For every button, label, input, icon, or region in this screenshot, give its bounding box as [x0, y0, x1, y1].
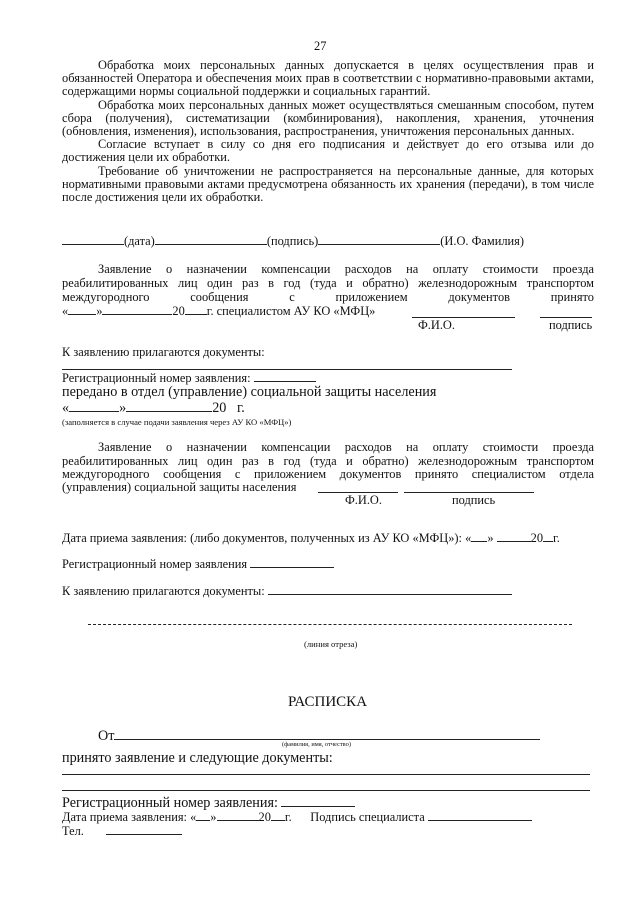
dept-day-blank[interactable]: [471, 531, 487, 542]
receipt-fio-blank[interactable]: [114, 727, 540, 740]
receipt-from-label: От: [98, 728, 115, 744]
receipt-title: РАСПИСКА: [288, 694, 368, 710]
consent-paragraph-3: Согласие вступает в силу со дня его подписания и действует до его отзыва или до достижения цели их обработки.: [62, 137, 594, 165]
receipt-phone-label: Тел.: [62, 824, 84, 838]
receipt-fio-caption: (фамилия, имя, отчество): [282, 741, 351, 748]
receipt-day-blank[interactable]: [196, 810, 210, 821]
dept-statement-line-3: междугородного сообщения с приложением документов принято специалистом отдела: [62, 467, 594, 481]
mfc-date-line: « » 20 г. специалистом АУ КО «МФЦ»: [62, 304, 376, 318]
consent-paragraph-2: Обработка моих персональных данных может осуществляться смешанным способом, путем сбора (получения), систематизации (комбинирования), накопления, хранения, уточнения (обновления, изменения), использования, распространения, уничтожения персональных данных.: [62, 97, 594, 139]
mfc-attached-label: К заявлению прилагаются документы:: [62, 345, 265, 359]
mfc-note: (заполняется в случае подачи заявления через АУ КО «МФЦ»): [62, 417, 292, 427]
mfc-statement-line-3: междугородного сообщения с приложением документов принято: [62, 290, 594, 304]
receipt-year-blank[interactable]: [271, 810, 285, 821]
receipt-signature-label: Подпись специалиста: [310, 810, 425, 824]
mfc-month-blank[interactable]: [102, 304, 172, 315]
dept-reg-label: Регистрационный номер заявления: [62, 557, 248, 571]
date-blank[interactable]: [62, 234, 124, 245]
page-number: 27: [314, 39, 327, 53]
mfc-sign-label: подпись: [549, 318, 593, 332]
mfc-reg-line: [62, 371, 316, 385]
transfer-month-blank[interactable]: [126, 401, 212, 412]
receipt-month-blank[interactable]: [217, 810, 259, 821]
dept-fio-label: Ф.И.О.: [345, 493, 382, 507]
receipt-reg-line: [62, 794, 355, 811]
receipt-docs-line-2[interactable]: [62, 790, 590, 791]
name-blank[interactable]: [318, 234, 440, 245]
dept-attached-blank[interactable]: [268, 584, 512, 595]
transfer-date-line: « » 20 г.: [62, 400, 245, 416]
dept-attached-line: [62, 584, 512, 598]
name-label: (И.О. Фамилия): [440, 234, 524, 248]
dept-date-received-line: Дата приема заявления: (либо документов, полученных из АУ КО «МФЦ»): « » 20 г.: [62, 531, 560, 545]
dept-date-received-label: Дата приема заявления: (либо документов, полученных из АУ КО «МФЦ»):: [62, 531, 463, 545]
receipt-docs-line-1[interactable]: [62, 774, 590, 775]
cut-line-label: (линия отреза): [304, 639, 358, 649]
mfc-reg-label: Регистрационный номер заявления:: [62, 371, 251, 385]
dept-statement-line-1: Заявление о назначении компенсации расходов на оплату стоимости проезда: [98, 440, 594, 454]
dept-statement-line-4: (управления) социальной защиты населения: [62, 480, 297, 494]
mfc-statement-line-2: реабилитированных лиц один раз в год (туда и обратно) железнодорожным транспортом: [62, 276, 594, 290]
dept-reg-blank[interactable]: [250, 557, 334, 568]
dept-attached-label: К заявлению прилагаются документы:: [62, 584, 265, 598]
dept-statement-line-2: реабилитированных лиц один раз в год (туда и обратно) железнодорожным транспортом: [62, 454, 594, 468]
mfc-fio-label: Ф.И.О.: [418, 318, 455, 332]
dept-sign-label: подпись: [452, 493, 496, 507]
receipt-reg-label: Регистрационный номер заявления:: [62, 795, 278, 811]
signature-blank[interactable]: [155, 234, 267, 245]
consent-paragraph-1: Обработка моих персональных данных допускается в целях осуществления прав и обязанностей Оператора и обеспечения моих прав в соответствии с нормативно-правовыми актами, содержащими нормы социальной поддержки и социальных гарантий.: [62, 58, 594, 99]
mfc-reg-blank[interactable]: [254, 371, 316, 382]
cut-line: [88, 624, 572, 625]
mfc-year-blank[interactable]: [185, 304, 207, 315]
receipt-phone-line: [62, 824, 182, 838]
mfc-day-blank[interactable]: [68, 304, 96, 315]
date-label: (дата): [124, 234, 155, 248]
receipt-date-line: Дата приема заявления: « » 20 г. Подпись специалиста: [62, 810, 532, 824]
transferred-text: передано в отдел (управление) социальной защиты населения: [62, 384, 437, 400]
receipt-reg-blank[interactable]: [281, 794, 355, 807]
mfc-attached-line[interactable]: [62, 369, 512, 370]
transfer-day-blank[interactable]: [69, 401, 119, 412]
dept-reg-line: [62, 557, 334, 571]
receipt-phone-blank[interactable]: [106, 824, 182, 835]
receipt-date-label: Дата приема заявления:: [62, 810, 187, 824]
signature-label: (подпись): [266, 234, 319, 248]
dept-year-blank[interactable]: [543, 531, 553, 542]
mfc-statement-line-1: Заявление о назначении компенсации расходов на оплату стоимости проезда: [98, 262, 594, 276]
consent-paragraph-4: Требование об уничтожении не распространяется на персональные данные, для которых нормативными правовыми актами предусмотрена обязанность их хранения (передачи), в том числе после достижения цели их обработки.: [62, 163, 594, 205]
receipt-accepted-text: принято заявление и следующие документы:: [62, 750, 333, 766]
signature-line: [62, 234, 524, 248]
dept-month-blank[interactable]: [497, 531, 531, 542]
receipt-signature-blank[interactable]: [428, 810, 532, 821]
consent-text: [62, 59, 594, 204]
